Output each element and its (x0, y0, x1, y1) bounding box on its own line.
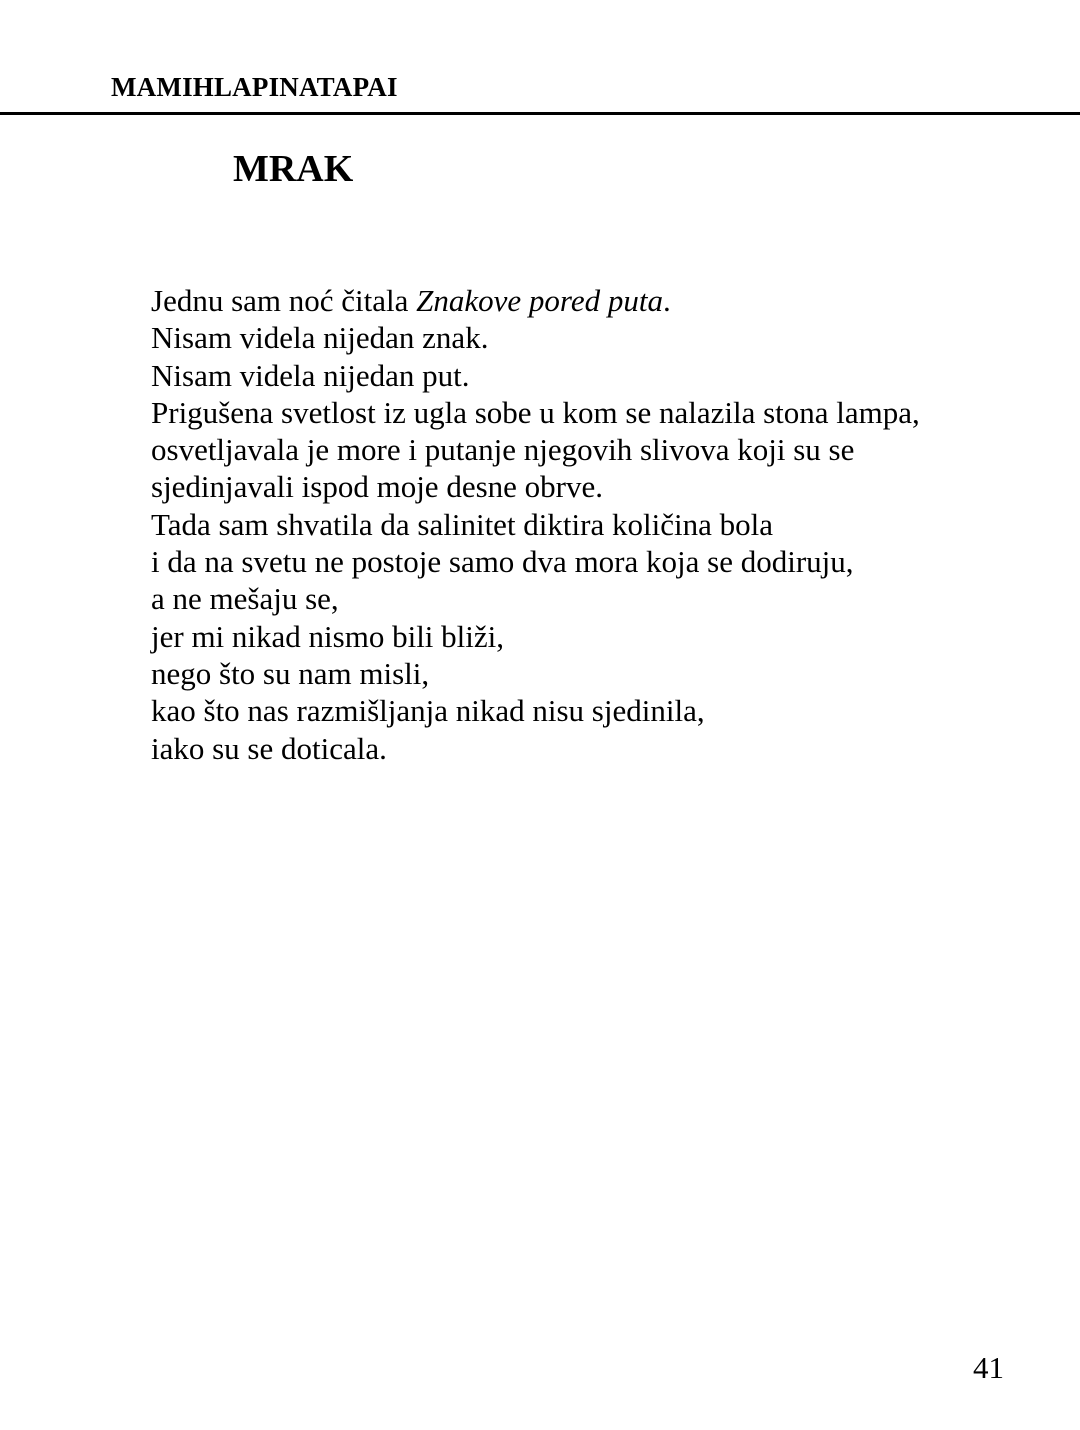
poem-line (151, 282, 1051, 319)
poem-line-text: Jednu sam noć čitala (151, 283, 417, 318)
poem-title: MRAK (233, 148, 354, 190)
poem-line: Nisam videla nijedan znak. (151, 320, 489, 356)
poem-line: i da na svetu ne postoje samo dva mora koja se dodiruju, (151, 544, 854, 580)
poem-line: Tada sam shvatila da salinitet diktira količina bola (151, 506, 773, 542)
poem-line: kao što nas razmišljanja nikad nisu sjedinila, (151, 693, 705, 729)
running-header: MAMIHLAPINATAPAI (111, 72, 398, 102)
poem-line-punctuation: . (662, 283, 671, 318)
page-number: 41 (973, 1350, 1004, 1385)
poem-line: iako su se doticala. (151, 730, 387, 766)
book-title-italic: Znakove pored puta (416, 283, 663, 318)
header-rule (0, 112, 1080, 115)
poem-line: Prigušena svetlost iz ugla sobe u kom se nalazila stona lampa, (151, 394, 920, 430)
poem-body (151, 282, 1051, 767)
poem-line: Nisam videla nijedan put. (151, 357, 470, 393)
poem-line: osvetljavala je more i putanje njegovih slivova koji su se (151, 432, 855, 468)
poem-line: nego što su nam misli, (151, 655, 430, 691)
poem-line: a ne mešaju se, (151, 581, 339, 617)
poem-line: sjedinjavali ispod moje desne obrve. (151, 469, 603, 505)
poem-line: jer mi nikad nismo bili bliži, (151, 618, 505, 654)
